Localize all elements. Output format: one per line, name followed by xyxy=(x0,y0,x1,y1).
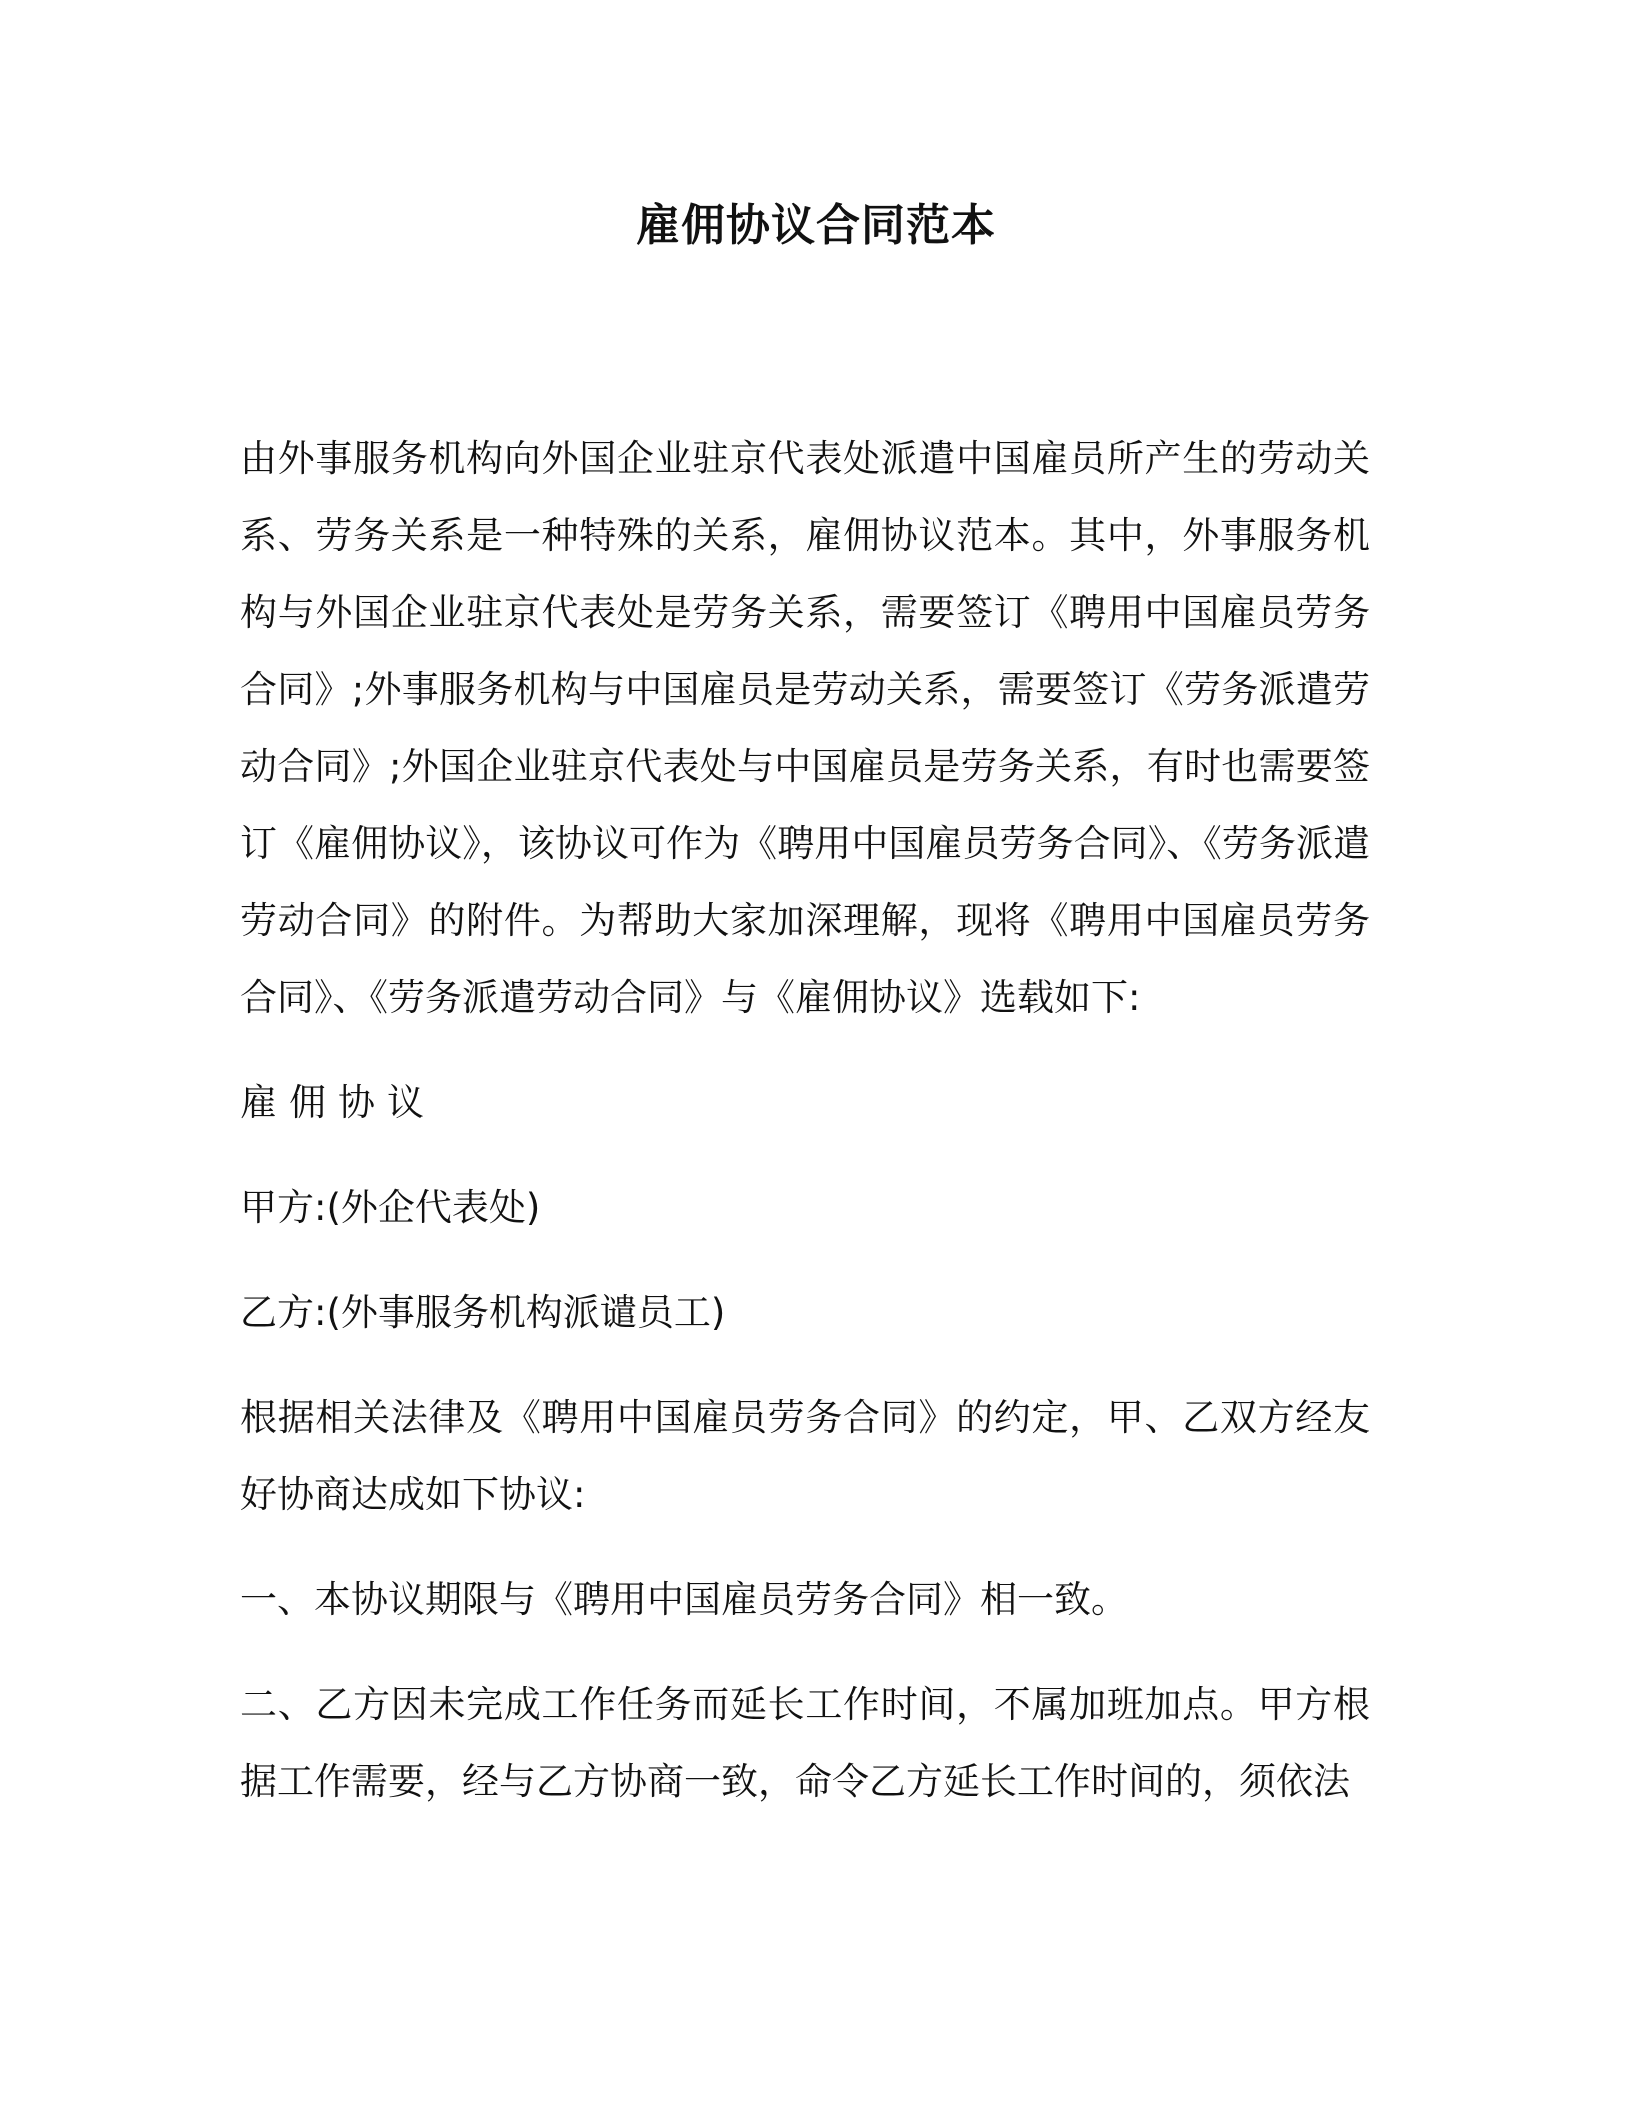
clause-one: 一、本协议期限与《聘用中国雇员劳务合同》相一致。 xyxy=(240,1578,1128,1621)
party-b-line: 乙方:(外事服务机构派谴员工) xyxy=(240,1291,726,1334)
agreement-preamble: 根据相关法律及《聘用中国雇员劳务合同》的约定，甲、乙双方经友好协商达成如下协议: xyxy=(240,1396,1370,1516)
document-title: 雇佣协议合同范本 xyxy=(636,200,996,251)
party-a-line: 甲方:(外企代表处) xyxy=(240,1186,541,1229)
clause-two: 二、乙方因未完成工作任务而延长工作时间，不属加班加点。甲方根据工作需要，经与乙方协商一致，命令乙方延长工作时间的，须依法 xyxy=(240,1683,1370,1803)
intro-paragraph: 由外事服务机构向外国企业驻京代表处派遣中国雇员所产生的劳动关系、劳务关系是一种特殊的关系，雇佣协议范本。其中，外事服务机构与外国企业驻京代表处是劳务关系，需要签订《聘用中国雇员劳务合同》;外事服务机构与中国雇员是劳动关系，需要签订《劳务派遣劳动合同》;外国企业驻京代表处与中国雇员是劳务关系，有时也需要签订《雇佣协议》，该协议可作为《聘用中国雇员劳务合同》、《劳务派遣劳动合同》的附件。为帮助大家加深理解，现将《聘用中国雇员劳务合同》、《劳务派遣劳动合同》与《雇佣协议》选载如下: xyxy=(240,437,1370,1019)
document-body xyxy=(240,420,1370,1848)
agreement-heading: 雇佣协议 xyxy=(240,1081,436,1124)
